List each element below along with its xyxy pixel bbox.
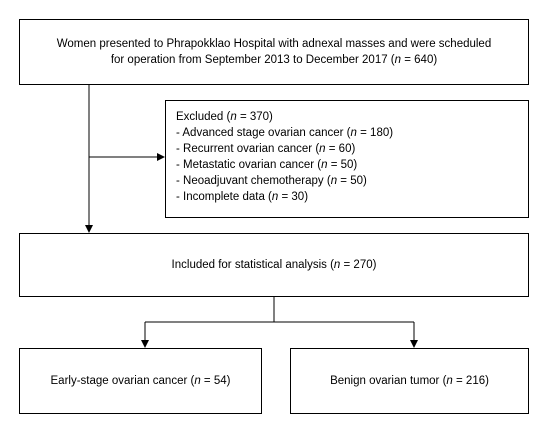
excluded-item: - Advanced stage ovarian cancer (n = 180) (176, 127, 394, 139)
enrolled-line2: for operation from September 2013 to December 2017 (n = 640) (110, 54, 438, 66)
included-label: Included for statistical analysis (n = 270) (171, 259, 377, 271)
enrolled-box (19, 19, 529, 85)
excluded-item: - Neoadjuvant chemotherapy (n = 50) (176, 175, 367, 187)
benign-label: Benign ovarian tumor (n = 216) (330, 375, 489, 387)
excluded-item: - Incomplete data (n = 30) (176, 191, 309, 203)
benign-box (290, 348, 529, 414)
early-stage-label: Early-stage ovarian cancer (n = 54) (50, 375, 231, 387)
excluded-item: - Recurrent ovarian cancer (n = 60) (176, 143, 356, 155)
excluded-item: - Metastatic ovarian cancer (n = 50) (176, 159, 358, 171)
enrolled-line1: Women presented to Phrapokklao Hospital with adnexal masses and were scheduled (56, 38, 492, 50)
excluded-title: Excluded (n = 370) (176, 111, 273, 123)
excluded-box (165, 100, 529, 218)
included-box (19, 233, 529, 297)
early-stage-box (19, 348, 262, 414)
